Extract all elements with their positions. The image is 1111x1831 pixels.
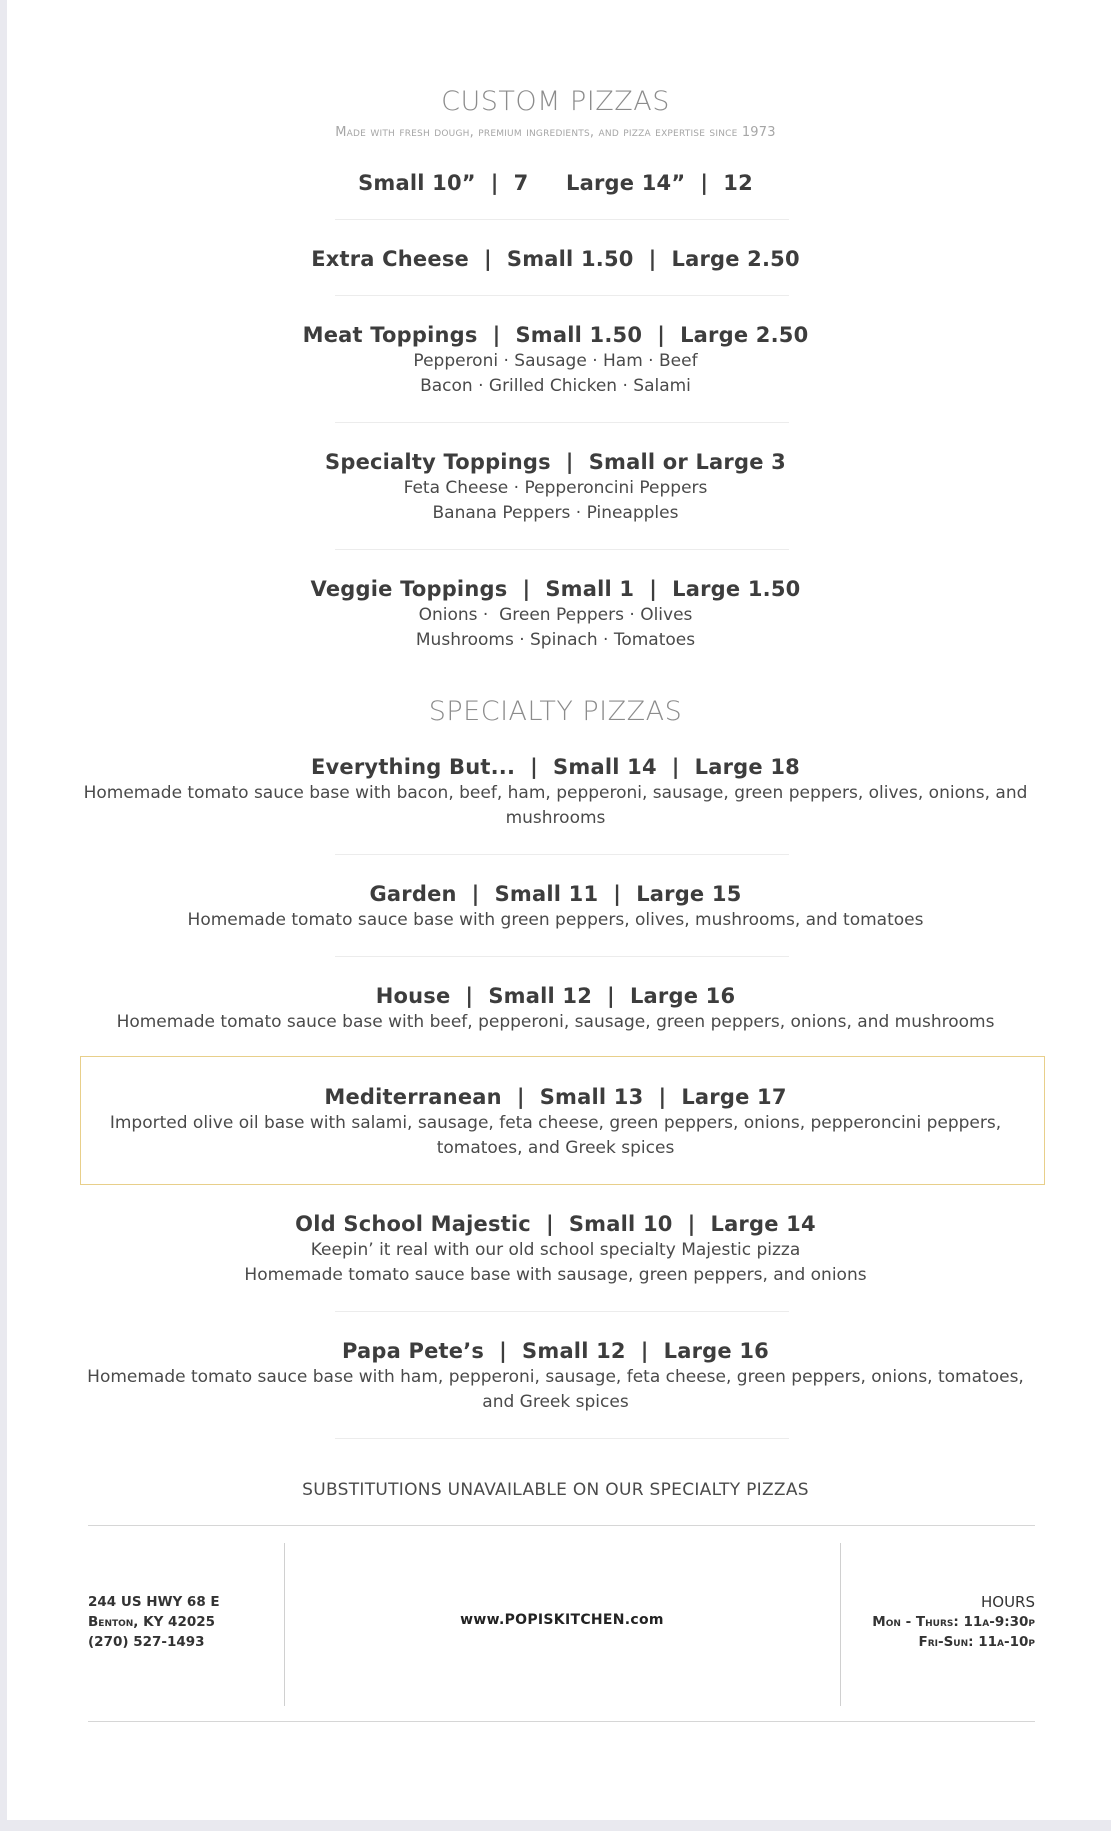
specialty-toppings-block: [0, 448, 1111, 526]
substitutions-note: SUBSTITUTIONS UNAVAILABLE ON OUR SPECIALTY PIZZAS: [302, 1480, 809, 1500]
footer-hours: [872, 1592, 1035, 1652]
footer-divider-right: [840, 1543, 841, 1706]
divider: [335, 1311, 789, 1312]
pizza-heading: Old School Majestic | Small 10 | Large 14: [295, 1212, 816, 1236]
divider: [335, 854, 789, 855]
address-line-2: Benton, KY 42025: [88, 1614, 216, 1630]
divider: [335, 219, 789, 220]
pizza-heading: Garden | Small 11 | Large 15: [369, 882, 742, 906]
extra-cheese-heading: Extra Cheese | Small 1.50 | Large 2.50: [311, 247, 800, 271]
pizza-description: Imported olive oil base with salami, sausage, feta cheese, green peppers, onions, pepperoncini peppers, tomatoes, and Greek spices: [109, 1113, 1002, 1158]
pizza-heading: Everything But... | Small 14 | Large 18: [311, 755, 800, 779]
custom-pizzas-subtitle: Made with fresh dough, premium ingredients, and pizza expertise since 1973: [335, 125, 776, 140]
footer-address: [88, 1592, 220, 1652]
address-line-1: 244 US HWY 68 E: [88, 1594, 220, 1610]
pizza-garden: [0, 880, 1111, 933]
specialty-toppings-line-2: Banana Peppers · Pineapples: [432, 503, 679, 523]
footer-bottom-rule: [88, 1721, 1035, 1722]
pizza-everything-but: [0, 753, 1111, 831]
pizza-house: [0, 982, 1111, 1035]
specialty-toppings-heading: Specialty Toppings | Small or Large 3: [325, 450, 786, 474]
hours-weekend: Fri-Sun: 11a-10p: [918, 1634, 1035, 1650]
pizza-old-school-majestic: [0, 1210, 1111, 1288]
pizza-description: Homemade tomato sauce base with ham, pepperoni, sausage, feta cheese, green peppers, onions, tomatoes, and Greek spices: [87, 1367, 1024, 1412]
size-price-line: [0, 169, 1111, 197]
hours-label: HOURS: [980, 1593, 1035, 1611]
veggie-toppings-line-2: Mushrooms · Spinach · Tomatoes: [415, 630, 696, 650]
pizza-tagline: Keepin’ it real with our old school specialty Majestic pizza: [310, 1240, 801, 1260]
pizza-description: Homemade tomato sauce base with beef, pepperoni, sausage, green peppers, onions, and mushrooms: [116, 1012, 995, 1032]
meat-toppings-heading: Meat Toppings | Small 1.50 | Large 2.50: [302, 323, 809, 347]
pizza-description: Homemade tomato sauce base with sausage, green peppers, and onions: [244, 1265, 867, 1285]
meat-toppings-line-1: Pepperoni · Sausage · Ham · Beef: [413, 351, 698, 371]
extra-cheese-block: [0, 245, 1111, 273]
size-prices: Small 10” | 7 Large 14” | 12: [358, 171, 753, 195]
pizza-description: Homemade tomato sauce base with bacon, beef, ham, pepperoni, sausage, green peppers, olives, onions, and mushrooms: [83, 783, 1028, 828]
divider: [335, 956, 789, 957]
hours-weekday: Mon - Thurs: 11a-9:30p: [872, 1614, 1035, 1630]
pizza-heading: Papa Pete’s | Small 12 | Large 16: [342, 1339, 769, 1363]
meat-toppings-block: [0, 321, 1111, 399]
pizza-papa-petes: [0, 1337, 1111, 1415]
meat-toppings-line-2: Bacon · Grilled Chicken · Salami: [420, 376, 691, 396]
specialty-toppings-line-1: Feta Cheese · Pepperoncini Peppers: [403, 478, 708, 498]
website-link[interactable]: www.POPISKITCHEN.com: [460, 1612, 664, 1628]
divider: [335, 295, 789, 296]
phone-number[interactable]: (270) 527-1493: [88, 1634, 205, 1650]
footer-top-rule: [88, 1525, 1035, 1526]
veggie-toppings-heading: Veggie Toppings | Small 1 | Large 1.50: [310, 577, 801, 601]
custom-pizzas-title: CUSTOM PIZZAS: [441, 86, 670, 117]
specialty-pizzas-title: SPECIALTY PIZZAS: [428, 696, 683, 727]
veggie-toppings-block: [0, 575, 1111, 653]
pizza-heading: House | Small 12 | Large 16: [375, 984, 736, 1008]
veggie-toppings-line-1: Onions · Green Peppers · Olives: [418, 605, 693, 625]
pizza-mediterranean: [0, 1083, 1111, 1161]
pizza-heading: Mediterranean | Small 13 | Large 17: [324, 1085, 787, 1109]
pizza-description: Homemade tomato sauce base with green peppers, olives, mushrooms, and tomatoes: [187, 910, 924, 930]
divider: [335, 549, 789, 550]
divider: [335, 1438, 789, 1439]
divider: [335, 422, 789, 423]
